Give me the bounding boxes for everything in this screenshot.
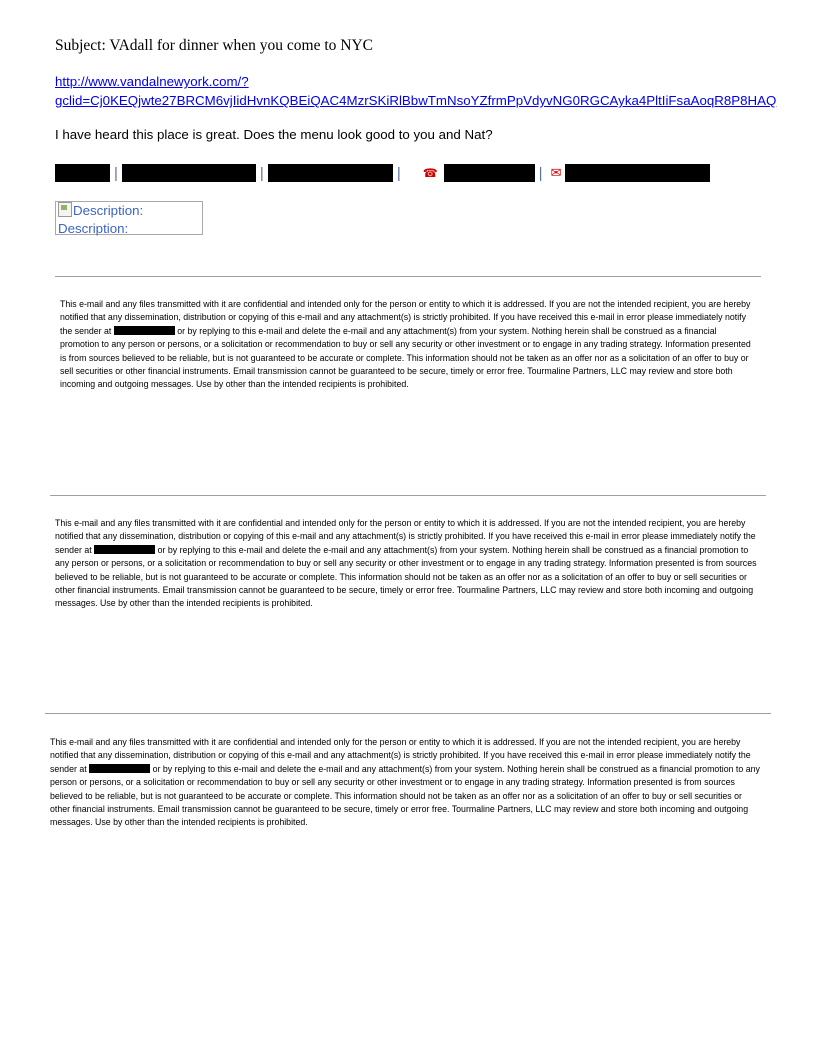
image-alt-text: Description: <box>73 203 144 218</box>
redacted-contact <box>94 545 155 554</box>
phone-icon: ☎ <box>422 166 438 180</box>
link-line-1[interactable]: http://www.vandalnewyork.com/? <box>55 74 249 89</box>
email-message: I have heard this place is great. Does the menu look good to you and Nat? <box>55 127 493 142</box>
disclaimer-text: or by replying to this e-mail and delete the e-mail and any attachment(s) from your system. Nothing herein shall be construed as a financial promotion to any person or persons, or a solicitation or recommendation to buy or sell any security or other investment or to engage in any trading strategy. Information presented is from sources believed to be reliable, but is not guaranteed to be accurate or complete. This information should not be taken as an offer nor as a solicitation of an offer to buy or sell securities or other financial instruments. Email transmission cannot be guaranteed to be secure, timely or error free. Tourmaline Partners, LLC may review and store both incoming and outgoing messages. Use by other than the intended recipients is prohibited. <box>55 544 757 609</box>
signature-separator: | <box>259 164 264 182</box>
redacted-contact <box>114 326 175 335</box>
redacted-title <box>122 164 256 182</box>
signature-separator: | <box>114 164 118 182</box>
divider <box>45 713 771 714</box>
image-alt-text: Description: <box>58 221 129 236</box>
signature-separator: | <box>538 164 543 182</box>
redacted-contact <box>89 764 150 773</box>
redacted-name <box>55 164 110 182</box>
redacted-phone <box>444 164 535 182</box>
mail-icon: ✉ <box>550 165 562 180</box>
disclaimer-text: or by replying to this e-mail and delete the e-mail and any attachment(s) from your system. Nothing herein shall be construed as a financial promotion to any person or persons, or a solicitation or recommendation to buy or sell any security or other investment or to engage in any trading strategy. Information presented is from sources believed to be reliable, but is not guaranteed to be accurate or complete. This information should not be taken as an offer nor as a solicitation of an offer to buy or sell securities or other financial instruments. Email transmission cannot be guaranteed to be secure, timely or error free. Tourmaline Partners, LLC may review and store both incoming and outgoing messages. Use by other than the intended recipients is prohibited. <box>60 325 751 390</box>
restaurant-link[interactable] <box>55 72 777 110</box>
disclaimer-text: This e-mail and any files transmitted with it are confidential and intended only for the person or entity to which it is addressed. If you are not the intended recipient, you are hereby notified that any dissemination, distribution or copying of this e-mail and any attachment(s) is strictly prohibited. If you have received this e-mail in error please immediately notify the sender at <box>55 518 756 555</box>
link-line-2[interactable]: gclid=Cj0KEQjwte27BRCM6vjIidHvnKQBEiQAC4MzrSKiRlBbwTmNsoYZfrmPpVdyvNG0RGCAyka4PltIiFsaAoqR8P8HAQ <box>55 93 777 108</box>
broken-image-placeholder <box>55 201 203 235</box>
redacted-company <box>268 164 393 182</box>
signature-separator: | <box>396 164 401 182</box>
disclaimer-text: This e-mail and any files transmitted with it are confidential and intended only for the person or entity to which it is addressed. If you are not the intended recipient, you are hereby notified that any dissemination, distribution or copying of this e-mail and any attachment(s) is strictly prohibited. If you have received this e-mail in error please immediately notify the sender at <box>60 299 751 336</box>
divider <box>50 495 766 496</box>
broken-image-icon <box>58 202 72 217</box>
legal-disclaimer <box>50 736 764 830</box>
legal-disclaimer <box>60 298 752 392</box>
disclaimer-text: or by replying to this e-mail and delete the e-mail and any attachment(s) from your system. Nothing herein shall be construed as a financial promotion to any person or persons, or a solicitation or recommendation to buy or sell any security or other investment or to engage in any trading strategy. Information presented is from sources believed to be reliable, but is not guaranteed to be accurate or complete. This information should not be taken as an offer nor as a solicitation of an offer to buy or sell securities or other financial instruments. Email transmission cannot be guaranteed to be secure, timely or error free. Tourmaline Partners, LLC may review and store both incoming and outgoing messages. Use by other than the intended recipients is prohibited. <box>50 763 760 828</box>
divider <box>55 276 761 277</box>
email-subject: Subject: VAdall for dinner when you come to NYC <box>55 37 373 54</box>
legal-disclaimer <box>55 517 763 611</box>
signature-line <box>55 164 710 182</box>
redacted-email[interactable] <box>565 164 710 182</box>
disclaimer-text: This e-mail and any files transmitted with it are confidential and intended only for the person or entity to which it is addressed. If you are not the intended recipient, you are hereby notified that any dissemination, distribution or copying of this e-mail and any attachment(s) is strictly prohibited. If you have received this e-mail in error please immediately notify the sender at <box>50 737 751 774</box>
